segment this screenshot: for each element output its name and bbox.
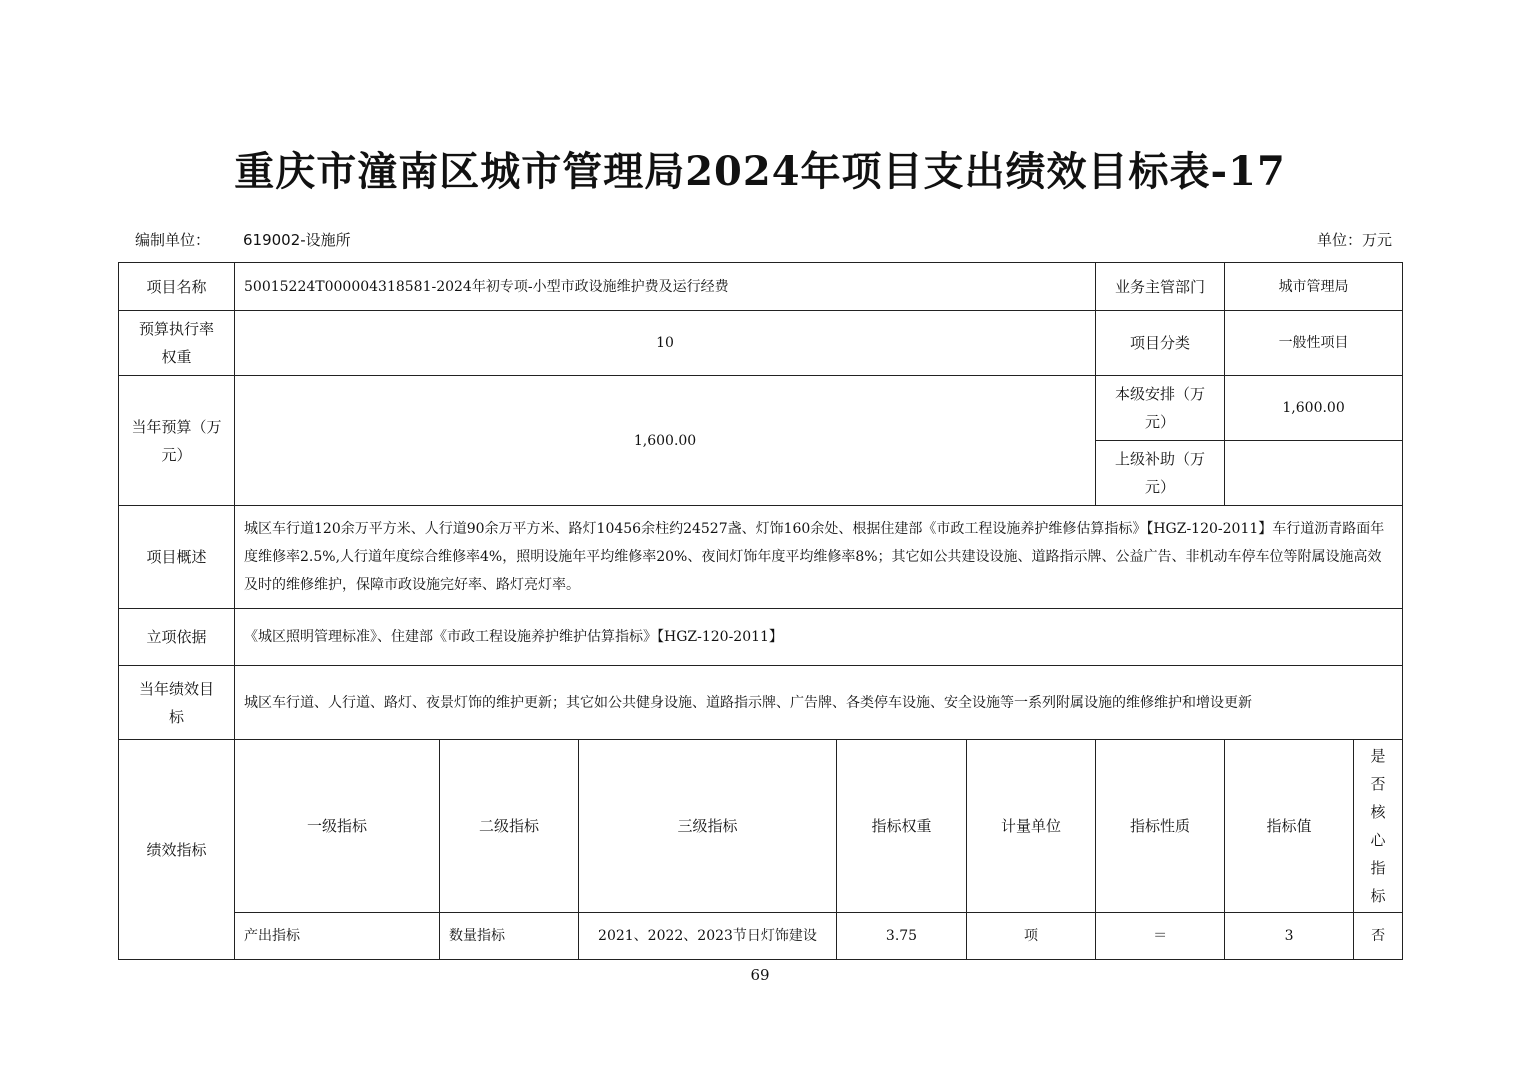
row-level1: 产出指标 <box>235 913 440 960</box>
overview-value: 城区车行道120余万平方米、人行道90余万平方米、路灯10456余柱约24527盏、灯饰160余处、根据住建部《市政工程设施养护维修估算指标》【HGZ-120-2011】车行道沥青路面年度维修率2.5%,人行道年度综合维修率4%，照明设施年平均维修率20%、夜间灯饰年度平均维修率8%；其它如公共建设设施、道路指示牌、公益广告、非机动车停车位等附属设施高效及时的维修维护，保障市政设施完好率、路灯亮灯率。 <box>235 506 1403 609</box>
exec-rate-row <box>119 311 1403 376</box>
col-level2: 二级指标 <box>440 740 579 913</box>
budget-label-line2: 元） <box>161 445 192 464</box>
performance-table <box>118 262 1403 960</box>
col-level3: 三级指标 <box>579 740 837 913</box>
page-title: 重庆市潼南区城市管理局2024年项目支出绩效目标表-17 <box>234 148 1286 195</box>
dept-value: 城市管理局 <box>1225 263 1403 311</box>
col-nature: 指标性质 <box>1096 740 1225 913</box>
goal-label-line1: 当年绩效目 <box>138 679 214 698</box>
exec-rate-label <box>119 311 235 376</box>
goal-label-line2: 标 <box>168 707 184 726</box>
budget-value: 1,600.00 <box>235 376 1096 506</box>
upper-label-line1: 上级补助（万 <box>1115 450 1206 468</box>
category-value: 一般性项目 <box>1225 311 1403 376</box>
col-value: 指标值 <box>1225 740 1354 913</box>
col-weight: 指标权重 <box>837 740 967 913</box>
col-level1: 一级指标 <box>235 740 440 913</box>
upper-label <box>1096 441 1225 506</box>
exec-rate-label-line2: 权重 <box>161 348 192 366</box>
budget-label-line1: 当年预算（万 <box>131 417 222 436</box>
table-row <box>119 913 1403 960</box>
category-label: 项目分类 <box>1096 311 1225 376</box>
budget-label <box>119 376 235 506</box>
local-label-line1: 本级安排（万 <box>1115 385 1206 403</box>
goal-row <box>119 666 1403 740</box>
overview-row <box>119 506 1403 609</box>
goal-value: 城区车行道、人行道、路灯、夜景灯饰的维护更新；其它如公共健身设施、道路指示牌、广告牌、各类停车设施、安全设施等一系列附属设施的维修维护和增设更新 <box>235 666 1403 740</box>
local-value: 1,600.00 <box>1225 376 1403 441</box>
local-label-line2: 元） <box>1145 413 1176 431</box>
indicator-header-row <box>119 740 1403 913</box>
col-core-char: 否 <box>1370 775 1386 793</box>
row-unit: 项 <box>967 913 1096 960</box>
budget-row <box>119 376 1403 441</box>
col-core-char: 指 <box>1370 859 1386 877</box>
basis-label: 立项依据 <box>119 609 235 666</box>
project-name-label: 项目名称 <box>119 263 235 311</box>
col-unit: 计量单位 <box>967 740 1096 913</box>
col-core <box>1354 740 1403 913</box>
col-core-char: 核 <box>1370 803 1386 821</box>
overview-label: 项目概述 <box>119 506 235 609</box>
goal-label <box>119 666 235 740</box>
row-value: 3 <box>1225 913 1354 960</box>
exec-rate-label-line1: 预算执行率 <box>138 320 214 338</box>
unit-label: 编制单位： <box>135 231 211 249</box>
row-level2: 数量指标 <box>440 913 579 960</box>
col-core-char: 是 <box>1370 747 1386 765</box>
row-level3: 2021、2022、2023节日灯饰建设 <box>579 913 837 960</box>
basis-value: 《城区照明管理标准》、住建部《市政工程设施养护维护估算指标》【HGZ-120-2011】 <box>235 609 1403 666</box>
project-name-row <box>119 263 1403 311</box>
upper-label-line2: 元） <box>1145 478 1176 496</box>
perf-label: 绩效指标 <box>119 740 235 960</box>
row-weight: 3.75 <box>837 913 967 960</box>
page-number: 69 <box>750 966 770 984</box>
dept-label: 业务主管部门 <box>1096 263 1225 311</box>
currency-unit: 单位：万元 <box>1316 231 1392 249</box>
unit-value: 619002-设施所 <box>243 231 351 249</box>
row-nature: ＝ <box>1096 913 1225 960</box>
basis-row <box>119 609 1403 666</box>
row-core: 否 <box>1354 913 1403 960</box>
project-name-value: 50015224T000004318581-2024年初专项-小型市政设施维护费及运行经费 <box>235 263 1096 311</box>
col-core-char: 心 <box>1370 831 1386 849</box>
local-label <box>1096 376 1225 441</box>
col-core-char: 标 <box>1370 887 1386 905</box>
upper-value <box>1225 441 1403 506</box>
exec-rate-value: 10 <box>235 311 1096 376</box>
